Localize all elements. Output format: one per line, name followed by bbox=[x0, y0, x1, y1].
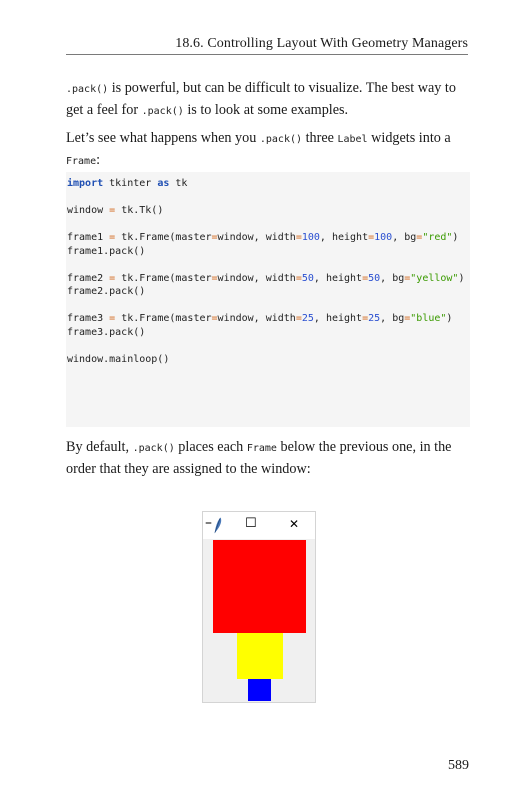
number: 50 bbox=[301, 272, 314, 284]
string: "yellow" bbox=[410, 272, 459, 284]
paragraph-1-line-1 bbox=[66, 78, 468, 100]
keyword: import bbox=[67, 178, 104, 189]
code-text: ) bbox=[446, 313, 453, 324]
inline-code: .pack() bbox=[66, 84, 109, 95]
code-text: , height bbox=[313, 272, 363, 284]
text-run: Let’s see what happens when you bbox=[66, 130, 260, 146]
number: 50 bbox=[368, 272, 381, 284]
frame-yellow bbox=[237, 633, 283, 679]
operator: = bbox=[211, 313, 218, 324]
code-text: window, width bbox=[217, 313, 296, 324]
keyword: as bbox=[157, 178, 170, 189]
operator: = bbox=[362, 313, 369, 324]
code-text: frame2 bbox=[67, 272, 110, 284]
close-icon: ✕ bbox=[289, 517, 300, 531]
paragraph-1 bbox=[66, 78, 468, 122]
minimize-icon: – bbox=[205, 515, 212, 531]
paragraph-3-line-1 bbox=[66, 437, 468, 459]
code-line-frame1-pack: frame1.pack() bbox=[67, 245, 146, 257]
operator: = bbox=[109, 313, 116, 324]
text-run: By default, bbox=[66, 439, 133, 455]
number: 25 bbox=[368, 313, 381, 324]
code-text: tk bbox=[169, 178, 188, 189]
code-text: window, width bbox=[217, 272, 296, 284]
code-line-import bbox=[67, 177, 470, 191]
number: 100 bbox=[374, 232, 393, 243]
code-line-frame1 bbox=[67, 231, 470, 245]
code-text: , height bbox=[313, 313, 363, 324]
operator: = bbox=[211, 272, 218, 284]
operator: = bbox=[295, 272, 302, 284]
code-text: ) bbox=[458, 272, 465, 284]
string: "blue" bbox=[410, 313, 447, 324]
code-text: , bg bbox=[380, 313, 405, 324]
operator: = bbox=[295, 313, 302, 324]
page-number: 589 bbox=[448, 758, 469, 773]
code-text: , height bbox=[319, 232, 369, 243]
code-text: tk.Frame(master bbox=[115, 272, 212, 284]
code-text: window bbox=[67, 205, 110, 216]
paragraph-1-line-2 bbox=[66, 100, 468, 122]
operator: = bbox=[109, 205, 116, 216]
text-run: is to look at some examples. bbox=[183, 102, 349, 118]
text-run: get a feel for bbox=[66, 102, 142, 118]
inline-code: Label bbox=[337, 134, 368, 145]
tk-window-screenshot bbox=[202, 511, 316, 703]
paragraph-2-line-2 bbox=[66, 150, 468, 172]
inline-code: .pack() bbox=[132, 443, 175, 454]
text-run: widgets into a bbox=[367, 130, 451, 146]
code-line-frame2 bbox=[67, 272, 470, 286]
code-text: window, width bbox=[217, 232, 296, 243]
text-run: is powerful, but can be difficult to visualize. The best way to bbox=[108, 80, 456, 96]
paragraph-2 bbox=[66, 128, 468, 172]
number: 100 bbox=[301, 232, 320, 243]
text-run: three bbox=[302, 130, 338, 146]
code-text: frame3 bbox=[67, 313, 110, 324]
paragraph-3 bbox=[66, 437, 468, 479]
running-header bbox=[66, 36, 468, 55]
text-run: places each bbox=[174, 439, 247, 455]
operator: = bbox=[416, 232, 423, 243]
code-line-mainloop: window.mainloop() bbox=[67, 353, 170, 365]
code-text: ) bbox=[452, 232, 459, 243]
code-text: , bg bbox=[392, 232, 417, 243]
code-text: frame1 bbox=[67, 232, 110, 243]
operator: = bbox=[109, 272, 116, 284]
code-line-window bbox=[67, 204, 470, 218]
frame-red bbox=[213, 540, 306, 633]
code-line-frame2-pack: frame2.pack() bbox=[67, 286, 146, 297]
operator: = bbox=[211, 232, 218, 243]
string: "red" bbox=[422, 232, 453, 243]
code-text: tk.Frame(master bbox=[115, 313, 212, 324]
operator: = bbox=[404, 313, 411, 324]
code-text: tk.Tk() bbox=[115, 205, 164, 216]
paragraph-2-line-1 bbox=[66, 128, 468, 150]
code-text: , bg bbox=[380, 272, 405, 284]
code-text: tkinter bbox=[103, 178, 158, 189]
operator: = bbox=[295, 232, 302, 243]
code-text: tk.Frame(master bbox=[115, 232, 212, 243]
code-block bbox=[66, 172, 470, 427]
inline-code: .pack() bbox=[259, 134, 303, 145]
operator: = bbox=[362, 272, 369, 284]
operator: = bbox=[368, 232, 375, 243]
inline-code: Frame bbox=[66, 156, 97, 167]
running-header-text: 18.6. Controlling Layout With Geometry Managers bbox=[175, 36, 468, 51]
paragraph-3-line-2: order that they are assigned to the window: bbox=[66, 461, 311, 477]
code-line-frame3-pack: frame3.pack() bbox=[67, 326, 146, 338]
maximize-icon: ☐ bbox=[245, 516, 257, 531]
operator: = bbox=[109, 232, 116, 243]
text-run: below the previous one, in the bbox=[276, 439, 452, 455]
text-run: : bbox=[96, 152, 101, 168]
frame-blue bbox=[248, 679, 271, 701]
code-line-frame3 bbox=[67, 312, 470, 326]
inline-code: .pack() bbox=[141, 106, 184, 117]
number: 25 bbox=[301, 313, 314, 324]
window-titlebar bbox=[203, 512, 315, 539]
inline-code: Frame bbox=[246, 443, 277, 454]
feather-icon bbox=[214, 517, 222, 534]
operator: = bbox=[404, 272, 411, 284]
